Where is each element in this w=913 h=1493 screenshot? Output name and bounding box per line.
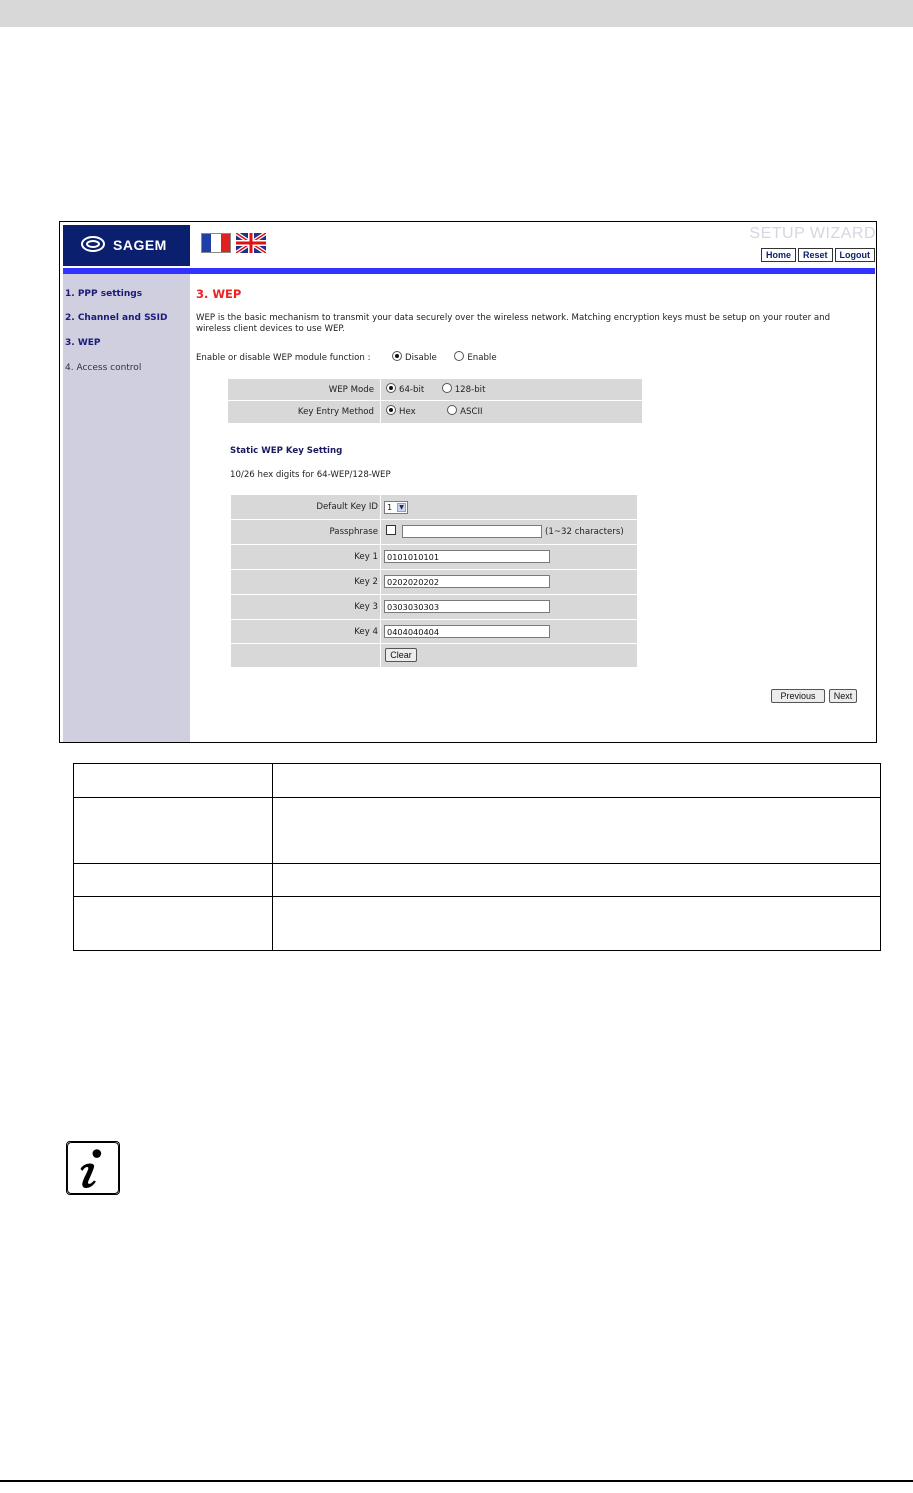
clear-button[interactable]: Clear	[385, 648, 417, 662]
disable-radio-label: Disable	[404, 353, 437, 363]
setup-wizard-screenshot	[59, 221, 877, 743]
ascii-label: ASCII	[460, 407, 483, 417]
previous-button[interactable]: Previous	[771, 689, 825, 703]
info-icon	[66, 1141, 120, 1195]
sidebar-item-ppp-settings[interactable]: 1. PPP settings	[65, 289, 143, 299]
enable-radio[interactable]	[454, 351, 464, 361]
next-button[interactable]: Next	[829, 689, 857, 703]
disable-radio[interactable]	[392, 351, 402, 361]
passphrase-input[interactable]	[402, 525, 542, 538]
passphrase-label: Passphrase	[329, 527, 378, 537]
passphrase-hint: (1~32 characters)	[545, 527, 624, 537]
default-key-label: Default Key ID	[316, 502, 378, 512]
hex-label: Hex	[399, 407, 416, 417]
wep-enable-row	[196, 351, 497, 363]
wep-enable-label: Enable or disable WEP module function :	[196, 353, 371, 363]
wep-mode-panel	[228, 379, 642, 423]
key-settings-panel	[231, 495, 637, 667]
document-header-bar	[0, 0, 913, 27]
wep-128bit-radio[interactable]	[442, 383, 452, 393]
chevron-down-icon: ▼	[397, 503, 406, 512]
table-row-divider	[74, 863, 880, 864]
key3-label: Key 3	[354, 602, 378, 612]
key4-label: Key 4	[354, 627, 378, 637]
sidebar-item-channel-ssid[interactable]: 2. Channel and SSID	[65, 313, 168, 323]
sidebar-item-wep[interactable]: 3. WEP	[65, 338, 101, 348]
top-nav	[761, 248, 875, 262]
page-title: 3. WEP	[196, 287, 242, 301]
wep-128bit-label: 128-bit	[454, 385, 486, 395]
key2-input[interactable]: 0202020202	[384, 575, 550, 588]
passphrase-checkbox[interactable]	[386, 525, 396, 535]
default-key-select[interactable]	[384, 501, 408, 514]
sidebar-item-access-control[interactable]: 4. Access control	[65, 363, 142, 373]
key2-label: Key 2	[354, 577, 378, 587]
key1-label: Key 1	[354, 552, 378, 562]
static-wep-title: Static WEP Key Setting	[230, 446, 343, 456]
wizard-title: SETUP WIZARD	[749, 225, 876, 242]
table-row-divider	[74, 896, 880, 897]
key3-input[interactable]: 0303030303	[384, 600, 550, 613]
key4-input[interactable]: 0404040404	[384, 625, 550, 638]
logout-button[interactable]: Logout	[835, 248, 876, 262]
key1-input[interactable]: 0101010101	[384, 550, 550, 563]
hex-radio[interactable]	[386, 405, 396, 415]
enable-radio-label: Enable	[467, 353, 497, 363]
reset-button[interactable]: Reset	[798, 248, 833, 262]
description-table	[73, 763, 881, 951]
key-entry-label: Key Entry Method	[297, 407, 374, 417]
sagem-logo-icon	[81, 235, 105, 253]
sagem-logo	[63, 225, 190, 266]
uk-flag-icon[interactable]	[236, 233, 266, 253]
brand-name: SAGEM	[113, 237, 167, 253]
wep-description: WEP is the basic mechanism to transmit your data securely over the wireless network. Matching encryption keys must be setup on your router and wireless client devices to use WEP.	[196, 313, 831, 334]
home-button[interactable]: Home	[761, 248, 796, 262]
footer-rule	[0, 1480, 913, 1482]
main-content	[196, 274, 876, 742]
wep-64bit-radio[interactable]	[386, 383, 396, 393]
sidebar	[63, 274, 190, 742]
table-row-divider	[74, 797, 880, 798]
french-flag-icon[interactable]	[201, 233, 231, 253]
default-key-value: 1	[387, 502, 393, 512]
wep-mode-label: WEP Mode	[328, 385, 374, 395]
ascii-radio[interactable]	[447, 405, 457, 415]
table-column-divider	[272, 764, 273, 951]
wep-64bit-label: 64-bit	[399, 385, 425, 395]
hex-digits-note: 10/26 hex digits for 64-WEP/128-WEP	[230, 470, 391, 480]
